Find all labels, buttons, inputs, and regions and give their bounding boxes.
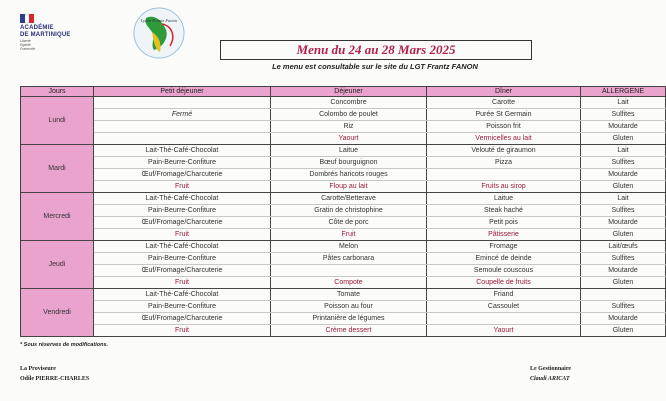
day-cell-vendredi: Vendredi bbox=[21, 289, 94, 337]
signature-left bbox=[20, 364, 89, 384]
allergen-cell: Lait bbox=[581, 193, 666, 205]
allergen-cell: Sulfites bbox=[581, 157, 666, 169]
breakfast-cell: Lait-Thé-Café-Chocolat bbox=[94, 241, 271, 253]
lunch-cell: Tomate bbox=[271, 289, 427, 301]
allergen-cell: Moutarde bbox=[581, 265, 666, 277]
lunch-cell: Printanière de légumes bbox=[271, 313, 427, 325]
table-row bbox=[21, 109, 666, 121]
lunch-cell: Crème dessert bbox=[271, 325, 427, 337]
allergen-cell: Gluten bbox=[581, 181, 666, 193]
table-row bbox=[21, 133, 666, 145]
table-row bbox=[21, 241, 666, 253]
allergen-cell: Gluten bbox=[581, 229, 666, 241]
dinner-cell: Cassoulet bbox=[427, 301, 581, 313]
day-cell-mercredi: Mercredi bbox=[21, 193, 94, 241]
dinner-cell: Fruits au sirop bbox=[427, 181, 581, 193]
dinner-cell: Steak haché bbox=[427, 205, 581, 217]
allergen-cell bbox=[581, 289, 666, 301]
table-row bbox=[21, 325, 666, 337]
manager-name: Claudi ARICAT bbox=[530, 376, 570, 382]
lunch-cell: Compote bbox=[271, 277, 427, 289]
table-row bbox=[21, 97, 666, 109]
table-row bbox=[21, 301, 666, 313]
table-row bbox=[21, 265, 666, 277]
menu-subtitle: Le menu est consultable sur le site du LGT Frantz FANON bbox=[272, 62, 478, 71]
table-row bbox=[21, 217, 666, 229]
table-row bbox=[21, 229, 666, 241]
breakfast-cell bbox=[94, 97, 271, 109]
lunch-cell: Yaourt bbox=[271, 133, 427, 145]
table-row bbox=[21, 313, 666, 325]
lunch-cell: Laitue bbox=[271, 145, 427, 157]
dinner-cell: Pizza bbox=[427, 157, 581, 169]
dinner-cell: Friand bbox=[427, 289, 581, 301]
school-logo-text: Lycée Frantz Fanon bbox=[140, 18, 178, 23]
dinner-cell: Fromage bbox=[427, 241, 581, 253]
menu-table bbox=[20, 86, 666, 337]
allergen-cell: Moutarde bbox=[581, 169, 666, 181]
table-row bbox=[21, 253, 666, 265]
table-row bbox=[21, 121, 666, 133]
dinner-cell: Purée St Germain bbox=[427, 109, 581, 121]
breakfast-cell: Lait-Thé-Café-Chocolat bbox=[94, 145, 271, 157]
col-header-breakfast: Petit déjeuner bbox=[94, 87, 271, 97]
principal-role: La Proviseure bbox=[20, 366, 56, 372]
table-row bbox=[21, 277, 666, 289]
breakfast-cell: Œuf/Fromage/Charcuterie bbox=[94, 169, 271, 181]
breakfast-cell: Œuf/Fromage/Charcuterie bbox=[94, 217, 271, 229]
day-cell-lundi: Lundi bbox=[21, 97, 94, 145]
manager-role: Le Gestionnaire bbox=[530, 366, 572, 372]
academy-line2: DE MARTINIQUE bbox=[20, 32, 71, 38]
breakfast-cell: Fruit bbox=[94, 229, 271, 241]
allergen-cell: Gluten bbox=[581, 277, 666, 289]
dinner-cell: Yaourt bbox=[427, 325, 581, 337]
lunch-cell: Dombrés haricots rouges bbox=[271, 169, 427, 181]
academy-motto-3: Fraternité bbox=[20, 47, 35, 51]
allergen-cell: Sulfites bbox=[581, 205, 666, 217]
breakfast-cell: Lait-Thé-Café-Chocolat bbox=[94, 193, 271, 205]
academy-logo bbox=[20, 14, 110, 51]
allergen-cell: Moutarde bbox=[581, 121, 666, 133]
dinner-cell: Laitue bbox=[427, 193, 581, 205]
breakfast-cell: Œuf/Fromage/Charcuterie bbox=[94, 313, 271, 325]
table-header-row bbox=[21, 87, 666, 97]
breakfast-cell bbox=[94, 121, 271, 133]
lunch-cell: Melon bbox=[271, 241, 427, 253]
modification-note: * Sous réserves de modifications. bbox=[20, 342, 109, 348]
academy-motto-1: Liberté bbox=[20, 39, 31, 43]
table-row bbox=[21, 181, 666, 193]
table-row bbox=[21, 205, 666, 217]
allergen-cell: Moutarde bbox=[581, 313, 666, 325]
allergen-cell: Lait bbox=[581, 145, 666, 157]
lunch-cell bbox=[271, 265, 427, 277]
principal-name: Odile PIERRE-CHARLES bbox=[20, 376, 90, 382]
lunch-cell: Pâtes carbonara bbox=[271, 253, 427, 265]
dinner-cell: Vermicelles au lait bbox=[427, 133, 581, 145]
col-header-allergen: ALLERGENE bbox=[581, 87, 666, 97]
breakfast-cell bbox=[94, 133, 271, 145]
allergen-cell: Lait/œufs bbox=[581, 241, 666, 253]
lunch-cell: Bœuf bourguignon bbox=[271, 157, 427, 169]
breakfast-cell: Lait-Thé-Café-Chocolat bbox=[94, 289, 271, 301]
day-cell-jeudi: Jeudi bbox=[21, 241, 94, 289]
breakfast-cell: Œuf/Fromage/Charcuterie bbox=[94, 265, 271, 277]
breakfast-cell: Fruit bbox=[94, 181, 271, 193]
table-row bbox=[21, 157, 666, 169]
school-logo-icon bbox=[132, 6, 186, 60]
col-header-dinner: Dîner bbox=[427, 87, 581, 97]
lunch-cell: Colombo de poulet bbox=[271, 109, 427, 121]
breakfast-cell: Pain-Beurre-Confiture bbox=[94, 205, 271, 217]
dinner-cell bbox=[427, 313, 581, 325]
dinner-cell: Velouté de giraumon bbox=[427, 145, 581, 157]
allergen-cell: Lait bbox=[581, 97, 666, 109]
lunch-cell: Floup au lait bbox=[271, 181, 427, 193]
lunch-cell: Concombre bbox=[271, 97, 427, 109]
lunch-cell: Côte de porc bbox=[271, 217, 427, 229]
table-row bbox=[21, 169, 666, 181]
signature-right bbox=[530, 364, 571, 384]
col-header-lunch: Déjeuner bbox=[271, 87, 427, 97]
allergen-cell: Sulfites bbox=[581, 301, 666, 313]
col-header-days: Jours bbox=[21, 87, 94, 97]
french-flag-icon bbox=[20, 14, 34, 23]
breakfast-cell: Pain-Beurre-Confiture bbox=[94, 301, 271, 313]
breakfast-cell: Fruit bbox=[94, 277, 271, 289]
dinner-cell: Poisson frit bbox=[427, 121, 581, 133]
lunch-cell: Carotte/Betterave bbox=[271, 193, 427, 205]
allergen-cell: Gluten bbox=[581, 325, 666, 337]
dinner-cell: Carotte bbox=[427, 97, 581, 109]
dinner-cell: Emincé de deinde bbox=[427, 253, 581, 265]
lunch-cell: Poisson au four bbox=[271, 301, 427, 313]
lunch-cell: Gratin de christophine bbox=[271, 205, 427, 217]
academy-motto-2: Égalité bbox=[20, 43, 31, 47]
lunch-cell: Riz bbox=[271, 121, 427, 133]
allergen-cell: Gluten bbox=[581, 133, 666, 145]
academy-line1: ACADÉMIE bbox=[20, 25, 54, 31]
dinner-cell: Pâtisserie bbox=[427, 229, 581, 241]
allergen-cell: Sulfites bbox=[581, 253, 666, 265]
allergen-cell: Moutarde bbox=[581, 217, 666, 229]
breakfast-cell: Fermé bbox=[94, 109, 271, 121]
dinner-cell: Petit pois bbox=[427, 217, 581, 229]
allergen-cell: Sulfites bbox=[581, 109, 666, 121]
table-row bbox=[21, 289, 666, 301]
table-row bbox=[21, 145, 666, 157]
dinner-cell: Coupelle de fruits bbox=[427, 277, 581, 289]
menu-title: Menu du 24 au 28 Mars 2025 bbox=[220, 40, 532, 60]
day-cell-mardi: Mardi bbox=[21, 145, 94, 193]
dinner-cell: Semoule couscous bbox=[427, 265, 581, 277]
table-row bbox=[21, 193, 666, 205]
lunch-cell: Fruit bbox=[271, 229, 427, 241]
breakfast-cell: Pain-Beurre-Confiture bbox=[94, 157, 271, 169]
breakfast-cell: Pain-Beurre-Confiture bbox=[94, 253, 271, 265]
dinner-cell bbox=[427, 169, 581, 181]
breakfast-cell: Fruit bbox=[94, 325, 271, 337]
